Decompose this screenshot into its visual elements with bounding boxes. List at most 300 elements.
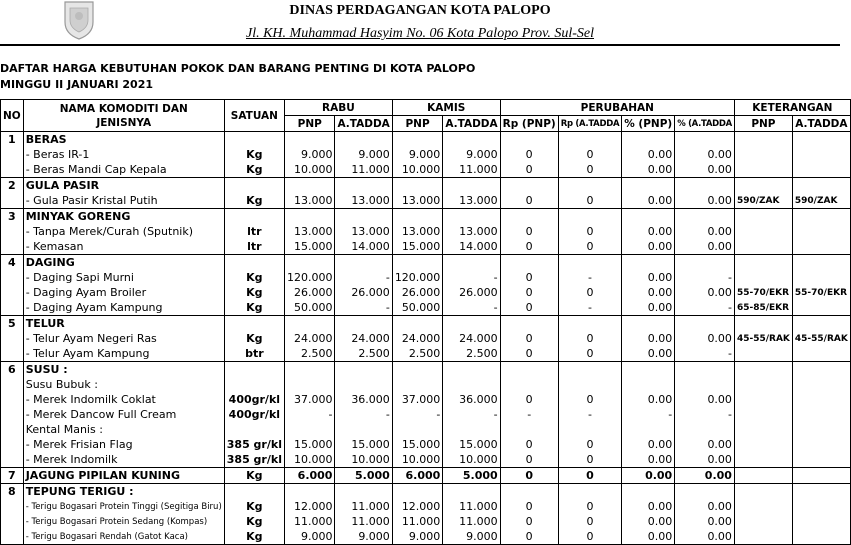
row-rabu-at xyxy=(335,422,392,437)
row-rabu-at: 9.000 xyxy=(335,147,392,162)
table-row xyxy=(1,224,851,239)
row-kamis-pnp xyxy=(392,132,443,148)
row-name: - Telur Ayam Kampung xyxy=(23,346,224,362)
row-unit xyxy=(224,255,284,271)
row-no xyxy=(1,300,24,316)
row-ket-pnp xyxy=(734,452,792,468)
row-kamis-pnp xyxy=(392,362,443,378)
document-title: DAFTAR HARGA KEBUTUHAN POKOK DAN BARANG PENTING DI KOTA PALOPO xyxy=(0,62,476,75)
row-pct-pnp xyxy=(622,255,675,271)
row-unit: Kg xyxy=(224,499,284,514)
row-unit: 385 gr/kl xyxy=(224,452,284,468)
row-pct-at: 0.00 xyxy=(675,529,735,545)
row-no xyxy=(1,377,24,392)
row-pct-pnp: 0.00 xyxy=(622,514,675,529)
row-name: MINYAK GORENG xyxy=(23,209,224,225)
row-rabu-pnp xyxy=(284,316,335,332)
row-ket-pnp xyxy=(734,468,792,484)
row-rabu-pnp: - xyxy=(284,407,335,422)
row-unit: Kg xyxy=(224,514,284,529)
row-ket-pnp xyxy=(734,162,792,178)
row-pct-pnp xyxy=(622,132,675,148)
row-kamis-pnp xyxy=(392,255,443,271)
row-ket-at xyxy=(792,362,850,378)
category-row xyxy=(1,316,851,332)
row-rp-at: 0 xyxy=(558,346,622,362)
row-name: - Telur Ayam Negeri Ras xyxy=(23,331,224,346)
row-no xyxy=(1,514,24,529)
row-rp-at: 0 xyxy=(558,224,622,239)
row-rabu-at: - xyxy=(335,270,392,285)
row-rabu-pnp: 10.000 xyxy=(284,452,335,468)
row-rp-pnp: 0 xyxy=(500,300,558,316)
row-unit: Kg xyxy=(224,270,284,285)
row-name: - Gula Pasir Kristal Putih xyxy=(23,193,224,209)
row-rp-at: - xyxy=(558,407,622,422)
row-kamis-pnp: 10.000 xyxy=(392,162,443,178)
row-ket-pnp xyxy=(734,255,792,271)
org-name: DINAS PERDAGANGAN KOTA PALOPO xyxy=(289,3,551,18)
col-kamis: KAMIS xyxy=(392,100,500,116)
row-ket-at xyxy=(792,529,850,545)
row-ket-at xyxy=(792,316,850,332)
row-name: - Daging Ayam Kampung xyxy=(23,300,224,316)
row-rabu-pnp xyxy=(284,255,335,271)
row-no: 7 xyxy=(1,468,24,484)
row-rabu-pnp xyxy=(284,484,335,500)
row-name: - Merek Frisian Flag xyxy=(23,437,224,452)
row-pct-at: 0.00 xyxy=(675,392,735,407)
row-kamis-pnp xyxy=(392,422,443,437)
row-pct-pnp: 0.00 xyxy=(622,239,675,255)
row-rabu-at: - xyxy=(335,300,392,316)
row-rabu-at: 13.000 xyxy=(335,193,392,209)
row-kamis-at: 13.000 xyxy=(443,193,500,209)
row-rp-at xyxy=(558,178,622,194)
row-rp-pnp: 0 xyxy=(500,514,558,529)
row-pct-at xyxy=(675,132,735,148)
row-kamis-at xyxy=(443,255,500,271)
row-ket-at xyxy=(792,239,850,255)
row-kamis-pnp xyxy=(392,178,443,194)
row-ket-at xyxy=(792,514,850,529)
row-ket-at xyxy=(792,209,850,225)
row-pct-at: 0.00 xyxy=(675,468,735,484)
col-no: NO xyxy=(1,100,24,132)
row-kamis-at xyxy=(443,178,500,194)
row-pct-at: 0.00 xyxy=(675,193,735,209)
col-unit: SATUAN xyxy=(224,100,284,132)
row-unit: Kg xyxy=(224,162,284,178)
row-pct-pnp: 0.00 xyxy=(622,529,675,545)
row-rabu-at xyxy=(335,132,392,148)
row-rp-pnp: 0 xyxy=(500,346,558,362)
row-rabu-pnp xyxy=(284,362,335,378)
row-unit: 400gr/kl xyxy=(224,407,284,422)
col-pct-pnp: % (PNP) xyxy=(622,116,675,132)
row-pct-at xyxy=(675,255,735,271)
row-kamis-at: 11.000 xyxy=(443,514,500,529)
row-ket-pnp xyxy=(734,484,792,500)
row-rabu-at xyxy=(335,316,392,332)
row-rp-at xyxy=(558,422,622,437)
row-ket-at xyxy=(792,162,850,178)
row-pct-pnp: 0.00 xyxy=(622,468,675,484)
row-pct-pnp: 0.00 xyxy=(622,270,675,285)
col-rabu-atadda: A.TADDA xyxy=(335,116,392,132)
row-rp-at: 0 xyxy=(558,499,622,514)
row-pct-at: 0.00 xyxy=(675,499,735,514)
table-row xyxy=(1,270,851,285)
row-rp-pnp: 0 xyxy=(500,437,558,452)
row-kamis-pnp: 15.000 xyxy=(392,239,443,255)
letterhead xyxy=(0,0,840,52)
row-rabu-at: 10.000 xyxy=(335,452,392,468)
category-row xyxy=(1,178,851,194)
row-pct-pnp: 0.00 xyxy=(622,392,675,407)
row-pct-at xyxy=(675,316,735,332)
row-rabu-at: 15.000 xyxy=(335,437,392,452)
row-ket-pnp xyxy=(734,422,792,437)
row-rp-at: - xyxy=(558,300,622,316)
row-no xyxy=(1,193,24,209)
category-row xyxy=(1,484,851,500)
row-name: SUSU : xyxy=(23,362,224,378)
row-rp-at xyxy=(558,316,622,332)
row-kamis-pnp: 12.000 xyxy=(392,499,443,514)
row-unit: 385 gr/kl xyxy=(224,437,284,452)
row-rp-pnp: 0 xyxy=(500,529,558,545)
row-rabu-pnp: 13.000 xyxy=(284,193,335,209)
row-unit xyxy=(224,377,284,392)
row-pct-pnp: 0.00 xyxy=(622,437,675,452)
row-name: - Terigu Bogasari Protein Tinggi (Segitiga Biru) xyxy=(23,499,224,514)
row-kamis-pnp: 2.500 xyxy=(392,346,443,362)
col-name-line2: JENISNYA xyxy=(96,116,152,129)
row-kamis-at xyxy=(443,209,500,225)
row-rp-pnp: 0 xyxy=(500,392,558,407)
row-pct-pnp: 0.00 xyxy=(622,331,675,346)
category-row xyxy=(1,255,851,271)
row-pct-pnp xyxy=(622,178,675,194)
category-row xyxy=(1,362,851,378)
row-rabu-at: 5.000 xyxy=(335,468,392,484)
row-rp-at: 0 xyxy=(558,514,622,529)
row-name: DAGING xyxy=(23,255,224,271)
row-name: TEPUNG TERIGU : xyxy=(23,484,224,500)
row-kamis-at: 15.000 xyxy=(443,437,500,452)
row-pct-pnp xyxy=(622,209,675,225)
row-ket-at xyxy=(792,377,850,392)
row-kamis-pnp: - xyxy=(392,407,443,422)
row-ket-at xyxy=(792,270,850,285)
row-rp-pnp xyxy=(500,255,558,271)
row-pct-pnp: 0.00 xyxy=(622,147,675,162)
row-rp-pnp xyxy=(500,377,558,392)
row-rp-pnp: 0 xyxy=(500,452,558,468)
row-rabu-pnp: 120.000 xyxy=(284,270,335,285)
row-unit: Kg xyxy=(224,147,284,162)
row-kamis-pnp xyxy=(392,377,443,392)
row-rp-pnp: 0 xyxy=(500,239,558,255)
col-pct-atadda: % (A.TADDA xyxy=(675,116,735,132)
row-no xyxy=(1,270,24,285)
row-ket-pnp xyxy=(734,178,792,194)
row-kamis-at: 11.000 xyxy=(443,499,500,514)
row-unit xyxy=(224,422,284,437)
row-kamis-pnp: 11.000 xyxy=(392,514,443,529)
row-name: - Kemasan xyxy=(23,239,224,255)
row-rp-at: 0 xyxy=(558,529,622,545)
row-pct-at: 0.00 xyxy=(675,285,735,300)
row-unit: Kg xyxy=(224,331,284,346)
table-row xyxy=(1,239,851,255)
row-rabu-at xyxy=(335,362,392,378)
row-ket-at xyxy=(792,132,850,148)
row-name: Kental Manis : xyxy=(23,422,224,437)
table-row xyxy=(1,437,851,452)
row-ket-pnp xyxy=(734,147,792,162)
row-ket-at xyxy=(792,224,850,239)
table-row xyxy=(1,162,851,178)
row-pct-at: 0.00 xyxy=(675,452,735,468)
row-rabu-pnp: 2.500 xyxy=(284,346,335,362)
row-rp-pnp xyxy=(500,132,558,148)
row-kamis-at xyxy=(443,377,500,392)
col-ket-pnp: PNP xyxy=(734,116,792,132)
row-kamis-at xyxy=(443,422,500,437)
header-divider xyxy=(0,44,840,46)
row-kamis-at: 5.000 xyxy=(443,468,500,484)
table-row xyxy=(1,346,851,362)
row-rabu-pnp xyxy=(284,132,335,148)
table-row xyxy=(1,331,851,346)
row-pct-at xyxy=(675,377,735,392)
col-kamis-atadda: A.TADDA xyxy=(443,116,500,132)
row-ket-at xyxy=(792,499,850,514)
row-no xyxy=(1,331,24,346)
row-pct-pnp: 0.00 xyxy=(622,300,675,316)
row-rp-at: 0 xyxy=(558,239,622,255)
row-unit: ltr xyxy=(224,224,284,239)
col-rabu-pnp: PNP xyxy=(284,116,335,132)
row-kamis-pnp xyxy=(392,209,443,225)
row-ket-pnp: 590/ZAK xyxy=(734,193,792,209)
col-keterangan: KETERANGAN xyxy=(734,100,850,116)
row-rabu-pnp: 9.000 xyxy=(284,529,335,545)
row-kamis-at: 26.000 xyxy=(443,285,500,300)
col-rabu: RABU xyxy=(284,100,392,116)
row-ket-pnp xyxy=(734,346,792,362)
table-row xyxy=(1,392,851,407)
table-row xyxy=(1,452,851,468)
row-ket-at xyxy=(792,468,850,484)
row-rabu-at: 26.000 xyxy=(335,285,392,300)
row-ket-pnp xyxy=(734,239,792,255)
table-row xyxy=(1,407,851,422)
row-pct-pnp: 0.00 xyxy=(622,452,675,468)
row-pct-pnp: 0.00 xyxy=(622,499,675,514)
row-rabu-pnp: 26.000 xyxy=(284,285,335,300)
row-rabu-at: 13.000 xyxy=(335,224,392,239)
row-rp-pnp xyxy=(500,209,558,225)
row-kamis-pnp: 24.000 xyxy=(392,331,443,346)
row-no: 5 xyxy=(1,316,24,332)
row-ket-pnp xyxy=(734,514,792,529)
row-ket-pnp xyxy=(734,209,792,225)
row-pct-at xyxy=(675,484,735,500)
row-name: - Daging Sapi Murni xyxy=(23,270,224,285)
row-pct-pnp: 0.00 xyxy=(622,162,675,178)
row-kamis-pnp: 37.000 xyxy=(392,392,443,407)
row-ket-at xyxy=(792,484,850,500)
row-no xyxy=(1,407,24,422)
row-no xyxy=(1,147,24,162)
row-rp-at xyxy=(558,377,622,392)
row-ket-at xyxy=(792,392,850,407)
row-rp-pnp: 0 xyxy=(500,162,558,178)
row-rp-pnp xyxy=(500,362,558,378)
row-kamis-at: 36.000 xyxy=(443,392,500,407)
table-row xyxy=(1,499,851,514)
row-rp-at: 0 xyxy=(558,285,622,300)
row-ket-pnp xyxy=(734,407,792,422)
row-unit: Kg xyxy=(224,285,284,300)
row-rabu-pnp: 15.000 xyxy=(284,239,335,255)
subheading-row xyxy=(1,377,851,392)
col-name-line1: NAMA KOMODITI DAN xyxy=(59,102,188,115)
row-no xyxy=(1,499,24,514)
row-pct-pnp: 0.00 xyxy=(622,285,675,300)
col-perubahan: PERUBAHAN xyxy=(500,100,734,116)
row-pct-at: 0.00 xyxy=(675,147,735,162)
row-rabu-pnp: 9.000 xyxy=(284,147,335,162)
row-ket-pnp: 55-70/EKR xyxy=(734,285,792,300)
row-pct-pnp xyxy=(622,377,675,392)
row-rp-at: 0 xyxy=(558,468,622,484)
row-name: BERAS xyxy=(23,132,224,148)
row-pct-at: 0.00 xyxy=(675,224,735,239)
row-ket-pnp xyxy=(734,270,792,285)
row-kamis-at: - xyxy=(443,270,500,285)
table-row xyxy=(1,468,851,484)
row-pct-pnp: 0.00 xyxy=(622,346,675,362)
row-name: - Daging Ayam Broiler xyxy=(23,285,224,300)
row-rp-pnp: 0 xyxy=(500,331,558,346)
category-row xyxy=(1,132,851,148)
row-kamis-pnp: 10.000 xyxy=(392,452,443,468)
row-unit xyxy=(224,132,284,148)
row-ket-at xyxy=(792,422,850,437)
price-table xyxy=(0,99,851,545)
row-kamis-pnp: 9.000 xyxy=(392,147,443,162)
row-kamis-at: 10.000 xyxy=(443,452,500,468)
row-rp-pnp xyxy=(500,178,558,194)
row-kamis-at: 2.500 xyxy=(443,346,500,362)
row-kamis-at: 9.000 xyxy=(443,147,500,162)
row-pct-at: 0.00 xyxy=(675,514,735,529)
row-ket-pnp xyxy=(734,392,792,407)
row-ket-at xyxy=(792,300,850,316)
row-ket-pnp xyxy=(734,316,792,332)
row-unit xyxy=(224,362,284,378)
row-rabu-pnp: 11.000 xyxy=(284,514,335,529)
row-name: JAGUNG PIPILAN KUNING xyxy=(23,468,224,484)
row-no xyxy=(1,529,24,545)
row-rabu-pnp xyxy=(284,422,335,437)
row-kamis-pnp: 120.000 xyxy=(392,270,443,285)
row-no xyxy=(1,239,24,255)
row-name: Susu Bubuk : xyxy=(23,377,224,392)
category-row xyxy=(1,209,851,225)
row-rp-at: 0 xyxy=(558,331,622,346)
row-kamis-at: - xyxy=(443,300,500,316)
row-name: GULA PASIR xyxy=(23,178,224,194)
row-rabu-at xyxy=(335,178,392,194)
row-rabu-at xyxy=(335,484,392,500)
row-pct-at xyxy=(675,422,735,437)
row-rabu-at xyxy=(335,377,392,392)
row-no: 6 xyxy=(1,362,24,378)
row-rabu-pnp: 24.000 xyxy=(284,331,335,346)
row-kamis-at xyxy=(443,316,500,332)
row-no xyxy=(1,422,24,437)
row-ket-at xyxy=(792,452,850,468)
row-kamis-at: 11.000 xyxy=(443,162,500,178)
row-rabu-pnp xyxy=(284,209,335,225)
row-pct-at: - xyxy=(675,270,735,285)
row-ket-at: 590/ZAK xyxy=(792,193,850,209)
row-pct-at xyxy=(675,209,735,225)
row-kamis-at: - xyxy=(443,407,500,422)
row-no xyxy=(1,285,24,300)
row-rabu-at: 36.000 xyxy=(335,392,392,407)
row-ket-pnp xyxy=(734,529,792,545)
row-pct-pnp: - xyxy=(622,407,675,422)
row-rp-pnp: 0 xyxy=(500,468,558,484)
row-unit xyxy=(224,178,284,194)
row-ket-pnp xyxy=(734,362,792,378)
row-ket-pnp xyxy=(734,437,792,452)
row-rp-at: 0 xyxy=(558,162,622,178)
subheading-row xyxy=(1,422,851,437)
row-ket-pnp xyxy=(734,224,792,239)
row-pct-pnp: 0.00 xyxy=(622,193,675,209)
row-rabu-pnp: 37.000 xyxy=(284,392,335,407)
table-row xyxy=(1,193,851,209)
row-pct-pnp: 0.00 xyxy=(622,224,675,239)
row-rp-pnp: 0 xyxy=(500,193,558,209)
row-no: 1 xyxy=(1,132,24,148)
col-rp-atadda: Rp (A.TADDA xyxy=(558,116,622,132)
row-name: - Merek Dancow Full Cream xyxy=(23,407,224,422)
row-kamis-pnp: 6.000 xyxy=(392,468,443,484)
row-name: TELUR xyxy=(23,316,224,332)
row-rabu-at: 11.000 xyxy=(335,499,392,514)
row-rp-pnp xyxy=(500,422,558,437)
row-rp-at: 0 xyxy=(558,452,622,468)
row-no: 8 xyxy=(1,484,24,500)
row-kamis-pnp: 50.000 xyxy=(392,300,443,316)
row-ket-at xyxy=(792,346,850,362)
row-name: - Beras IR-1 xyxy=(23,147,224,162)
row-no xyxy=(1,224,24,239)
row-name: - Terigu Bogasari Rendah (Gatot Kaca) xyxy=(23,529,224,545)
row-ket-pnp: 45-55/RAK xyxy=(734,331,792,346)
table-row xyxy=(1,514,851,529)
row-rp-pnp: 0 xyxy=(500,285,558,300)
org-address: Jl. KH. Muhammad Hasyim No. 06 Kota Palopo Prov. Sul-Sel xyxy=(245,26,595,41)
